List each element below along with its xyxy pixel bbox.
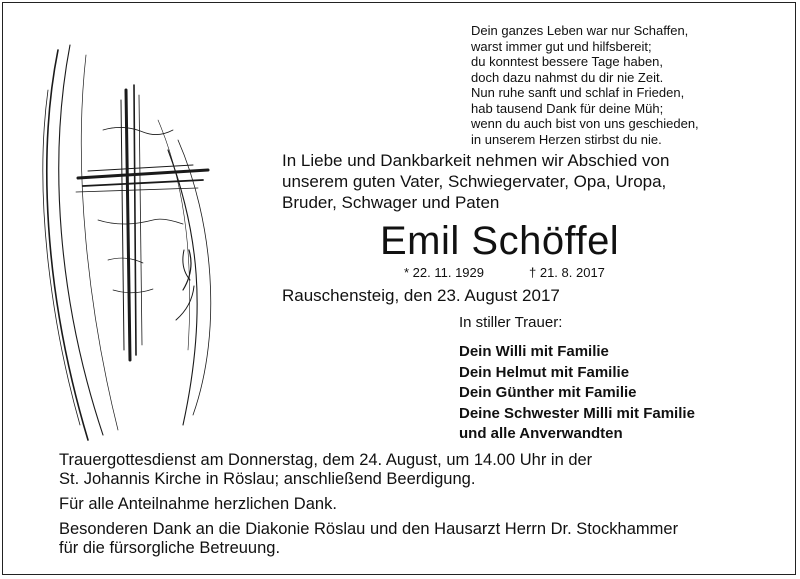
service-info xyxy=(59,451,779,558)
family-member: und alle Anverwandten xyxy=(459,425,623,442)
service-line: St. Johannis Kirche in Röslau; anschließend Beerdigung. xyxy=(59,470,476,488)
birth-date: * 22. 11. 1929 xyxy=(404,265,484,280)
poem xyxy=(471,23,791,147)
poem-line: doch dazu nahmst du dir nie Zeit. xyxy=(471,69,664,85)
thanks-line: Für alle Anteilnahme herzlichen Dank. xyxy=(59,495,337,513)
special-thanks-line: Besonderen Dank an die Diakonie Röslau und den Hausarzt Herrn Dr. Stockhammer xyxy=(59,520,679,538)
deceased-name: Emil Schöffel xyxy=(380,219,620,263)
service-line: Trauergottesdienst am Donnerstag, dem 24. August, um 14.00 Uhr in der xyxy=(59,451,593,469)
poem-line: Dein ganzes Leben war nur Schaffen, xyxy=(471,23,689,38)
special-thanks-line: für die fürsorgliche Betreuung. xyxy=(59,539,281,557)
poem-line: hab tausend Dank für deine Müh; xyxy=(471,100,664,116)
intro-line: unserem guten Vater, Schwiegervater, Opa, Uropa, xyxy=(282,172,667,191)
cross-drawing-icon xyxy=(18,30,248,445)
family-member: Deine Schwester Milli mit Familie xyxy=(459,404,695,422)
family-member: Dein Günther mit Familie xyxy=(459,384,637,401)
intro-line: Bruder, Schwager und Paten xyxy=(282,193,500,212)
poem-line: du konntest bessere Tage haben, xyxy=(471,54,664,69)
family-member: Dein Willi mit Familie xyxy=(459,343,609,360)
poem-line: wenn du auch bist von uns geschieden, xyxy=(471,116,699,131)
intro-line: In Liebe und Dankbarkeit nehmen wir Abschied von xyxy=(282,151,670,170)
intro-text xyxy=(282,150,782,213)
poem-line: warst immer gut und hilfsbereit; xyxy=(471,38,652,54)
family-member: Dein Helmut mit Familie xyxy=(459,363,630,381)
death-date: † 21. 8. 2017 xyxy=(529,265,605,280)
mourning-label: In stiller Trauer: xyxy=(459,314,563,331)
place-date: Rauschensteig, den 23. August 2017 xyxy=(282,286,560,305)
family-list xyxy=(459,342,695,445)
poem-line: Nun ruhe sanft und schlaf in Frieden, xyxy=(471,85,685,100)
poem-line: in unserem Herzen stirbst du nie. xyxy=(471,131,662,147)
